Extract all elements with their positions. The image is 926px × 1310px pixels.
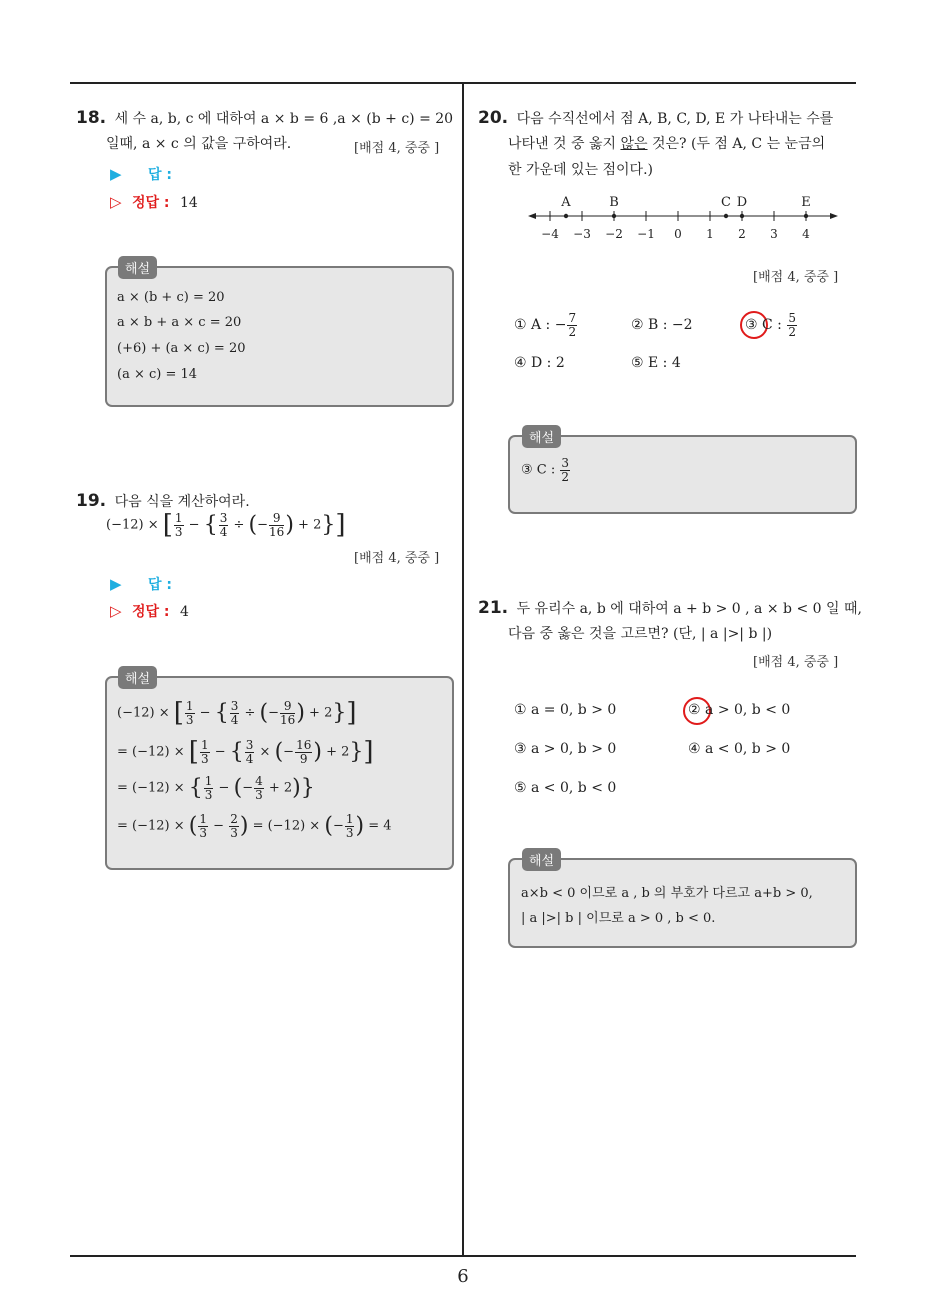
option-1[interactable]: ① a = 0, b > 0 xyxy=(514,702,617,718)
score-meta: [배점 4, 중중 ] xyxy=(354,551,440,566)
question-18 xyxy=(76,106,456,132)
tick-label: −2 xyxy=(605,227,623,241)
question-18-line2: 일때, a × c 의 값을 구하여라. xyxy=(106,136,292,152)
point-label: D xyxy=(736,195,748,210)
option-5[interactable]: ⑤ E : 4 xyxy=(631,355,681,371)
correct-label: 정답 : xyxy=(132,195,170,211)
bottom-rule xyxy=(70,1255,856,1257)
correct-answer-row xyxy=(110,192,198,212)
option-3[interactable]: ③ a > 0, b > 0 xyxy=(514,741,617,757)
question-number: 21. xyxy=(478,598,509,618)
correct-value: 14 xyxy=(179,195,198,211)
question-21 xyxy=(478,596,862,622)
underlined-word: 않은 xyxy=(620,136,648,152)
explanation-tab: 해설 xyxy=(522,848,561,871)
point-marker xyxy=(564,214,568,218)
point-marker xyxy=(612,214,616,218)
fraction: $\frac{9}{16}$ xyxy=(269,510,285,539)
explanation-line: (+6) + (a × c) = 20 xyxy=(117,341,246,356)
tick-label: 2 xyxy=(738,227,746,241)
option-2[interactable]: ② B : −2 xyxy=(631,317,693,333)
tick-label: −4 xyxy=(541,227,559,241)
explanation-line: a × (b + c) = 20 xyxy=(117,290,225,305)
question-number: 18. xyxy=(76,108,107,128)
answer-label: 답 : xyxy=(148,577,172,593)
tick-label: −3 xyxy=(573,227,591,241)
correct-arrow-icon: ▷ xyxy=(110,602,122,620)
point-label: E xyxy=(801,195,811,210)
question-text-line1: 다음 수직선에서 점 A, B, C, D, E 가 나타내는 수를 xyxy=(516,111,834,127)
point-label: C xyxy=(721,195,731,210)
expression: (−12) × [ $\frac{1}{3}$ − { $\frac{3}{4}$ ÷ (− $\frac{9}{16}$ ) + 2}] xyxy=(106,510,346,540)
tick-label: 1 xyxy=(706,227,714,241)
option-3[interactable]: ③ C : $\frac{5}{2}$ xyxy=(745,311,796,339)
answer-arrow-icon: ▶ xyxy=(110,165,122,183)
option-2[interactable]: ② a > 0, b < 0 xyxy=(688,702,791,718)
option-4[interactable]: ④ a < 0, b > 0 xyxy=(688,741,791,757)
correct-answer-row xyxy=(110,601,189,621)
answer-label: 답 : xyxy=(148,167,172,183)
question-number: 20. xyxy=(478,108,509,128)
explanation-box xyxy=(105,266,454,407)
answer-arrow-icon: ▶ xyxy=(110,575,122,593)
tick-label: 3 xyxy=(770,227,778,241)
page-number: 6 xyxy=(457,1266,469,1287)
tick-label: 4 xyxy=(802,227,810,241)
point-marker xyxy=(740,214,744,218)
score-meta: [배점 4, 중중 ] xyxy=(753,270,839,285)
question-text-line1: 두 유리수 a, b 에 대하여 a + b > 0 , a × b < 0 일 때, xyxy=(516,601,862,617)
explanation-box xyxy=(508,858,857,948)
question-20 xyxy=(478,106,858,132)
point-label: B xyxy=(609,195,619,210)
explanation-line: (−12) × [ $\frac{1}{3}$ − { $\frac{3}{4}$ ÷ (− $\frac{9}{16}$ ) + 2}] xyxy=(117,698,357,728)
score-meta: [배점 4, 중중 ] xyxy=(354,141,440,156)
explanation-line: ③ C : $\frac{3}{2}$ xyxy=(521,456,570,484)
expr-plus: + 2 xyxy=(298,517,322,533)
question-21-line2: 다음 중 옳은 것을 고르면? (단, | a |>| b |) xyxy=(508,626,773,642)
explanation-line: a × b + a × c = 20 xyxy=(117,315,242,330)
explanation-line: = (−12) × ( $\frac{1}{3}$ − $\frac{2}{3}$ ) = (−12) × (− $\frac{1}{3}$ ) = 4 xyxy=(117,812,392,840)
correct-label: 정답 : xyxy=(132,604,170,620)
point-marker xyxy=(724,214,728,218)
option-1[interactable]: ① A : − $\frac{7}{2}$ xyxy=(514,311,577,339)
explanation-line: (a × c) = 14 xyxy=(117,367,198,382)
tick-label: 0 xyxy=(674,227,682,241)
option-4[interactable]: ④ D : 2 xyxy=(514,355,565,371)
explanation-line: a×b < 0 이므로 a , b 의 부호가 다르고 a+b > 0, xyxy=(521,886,813,901)
question-20-line2: 나타낸 것 중 옳지 않은 것은? (두 점 A, C 는 눈금의 xyxy=(508,136,826,152)
question-text-line1: 세 수 a, b, c 에 대하여 a × b = 6 ,a × (b + c) = 20 xyxy=(114,111,454,127)
expr-lead: (−12) × xyxy=(106,517,159,533)
explanation-tab: 해설 xyxy=(118,666,157,689)
point-label: A xyxy=(561,195,571,210)
score-meta: [배점 4, 중중 ] xyxy=(753,655,839,670)
explanation-tab: 해설 xyxy=(522,425,561,448)
correct-value: 4 xyxy=(179,604,189,620)
question-text-line1: 다음 식을 계산하여라. xyxy=(114,494,250,510)
answer-row xyxy=(110,164,172,184)
column-divider xyxy=(462,83,464,1255)
tick-label: −1 xyxy=(637,227,655,241)
fraction: $\frac{3}{4}$ xyxy=(219,510,228,539)
fraction: $\frac{1}{3}$ xyxy=(174,510,183,539)
correct-arrow-icon: ▷ xyxy=(110,193,122,211)
arrow-left-icon xyxy=(528,213,536,219)
point-marker xyxy=(804,214,808,218)
option-5[interactable]: ⑤ a < 0, b < 0 xyxy=(514,780,617,796)
explanation-line: = (−12) × [ $\frac{1}{3}$ − { $\frac{3}{4}$ × (− $\frac{16}{9}$ ) + 2}] xyxy=(117,737,374,767)
number-line xyxy=(526,192,846,244)
explanation-line: | a |>| b | 이므로 a > 0 , b < 0. xyxy=(521,911,716,926)
explanation-line: = (−12) × { $\frac{1}{3}$ − (− $\frac{4}{3}$ + 2)} xyxy=(117,774,315,802)
question-20-line3: 한 가운데 있는 점이다.) xyxy=(508,162,653,178)
explanation-tab: 해설 xyxy=(118,256,157,279)
arrow-right-icon xyxy=(830,213,838,219)
question-number: 19. xyxy=(76,491,107,511)
answer-row xyxy=(110,574,172,594)
